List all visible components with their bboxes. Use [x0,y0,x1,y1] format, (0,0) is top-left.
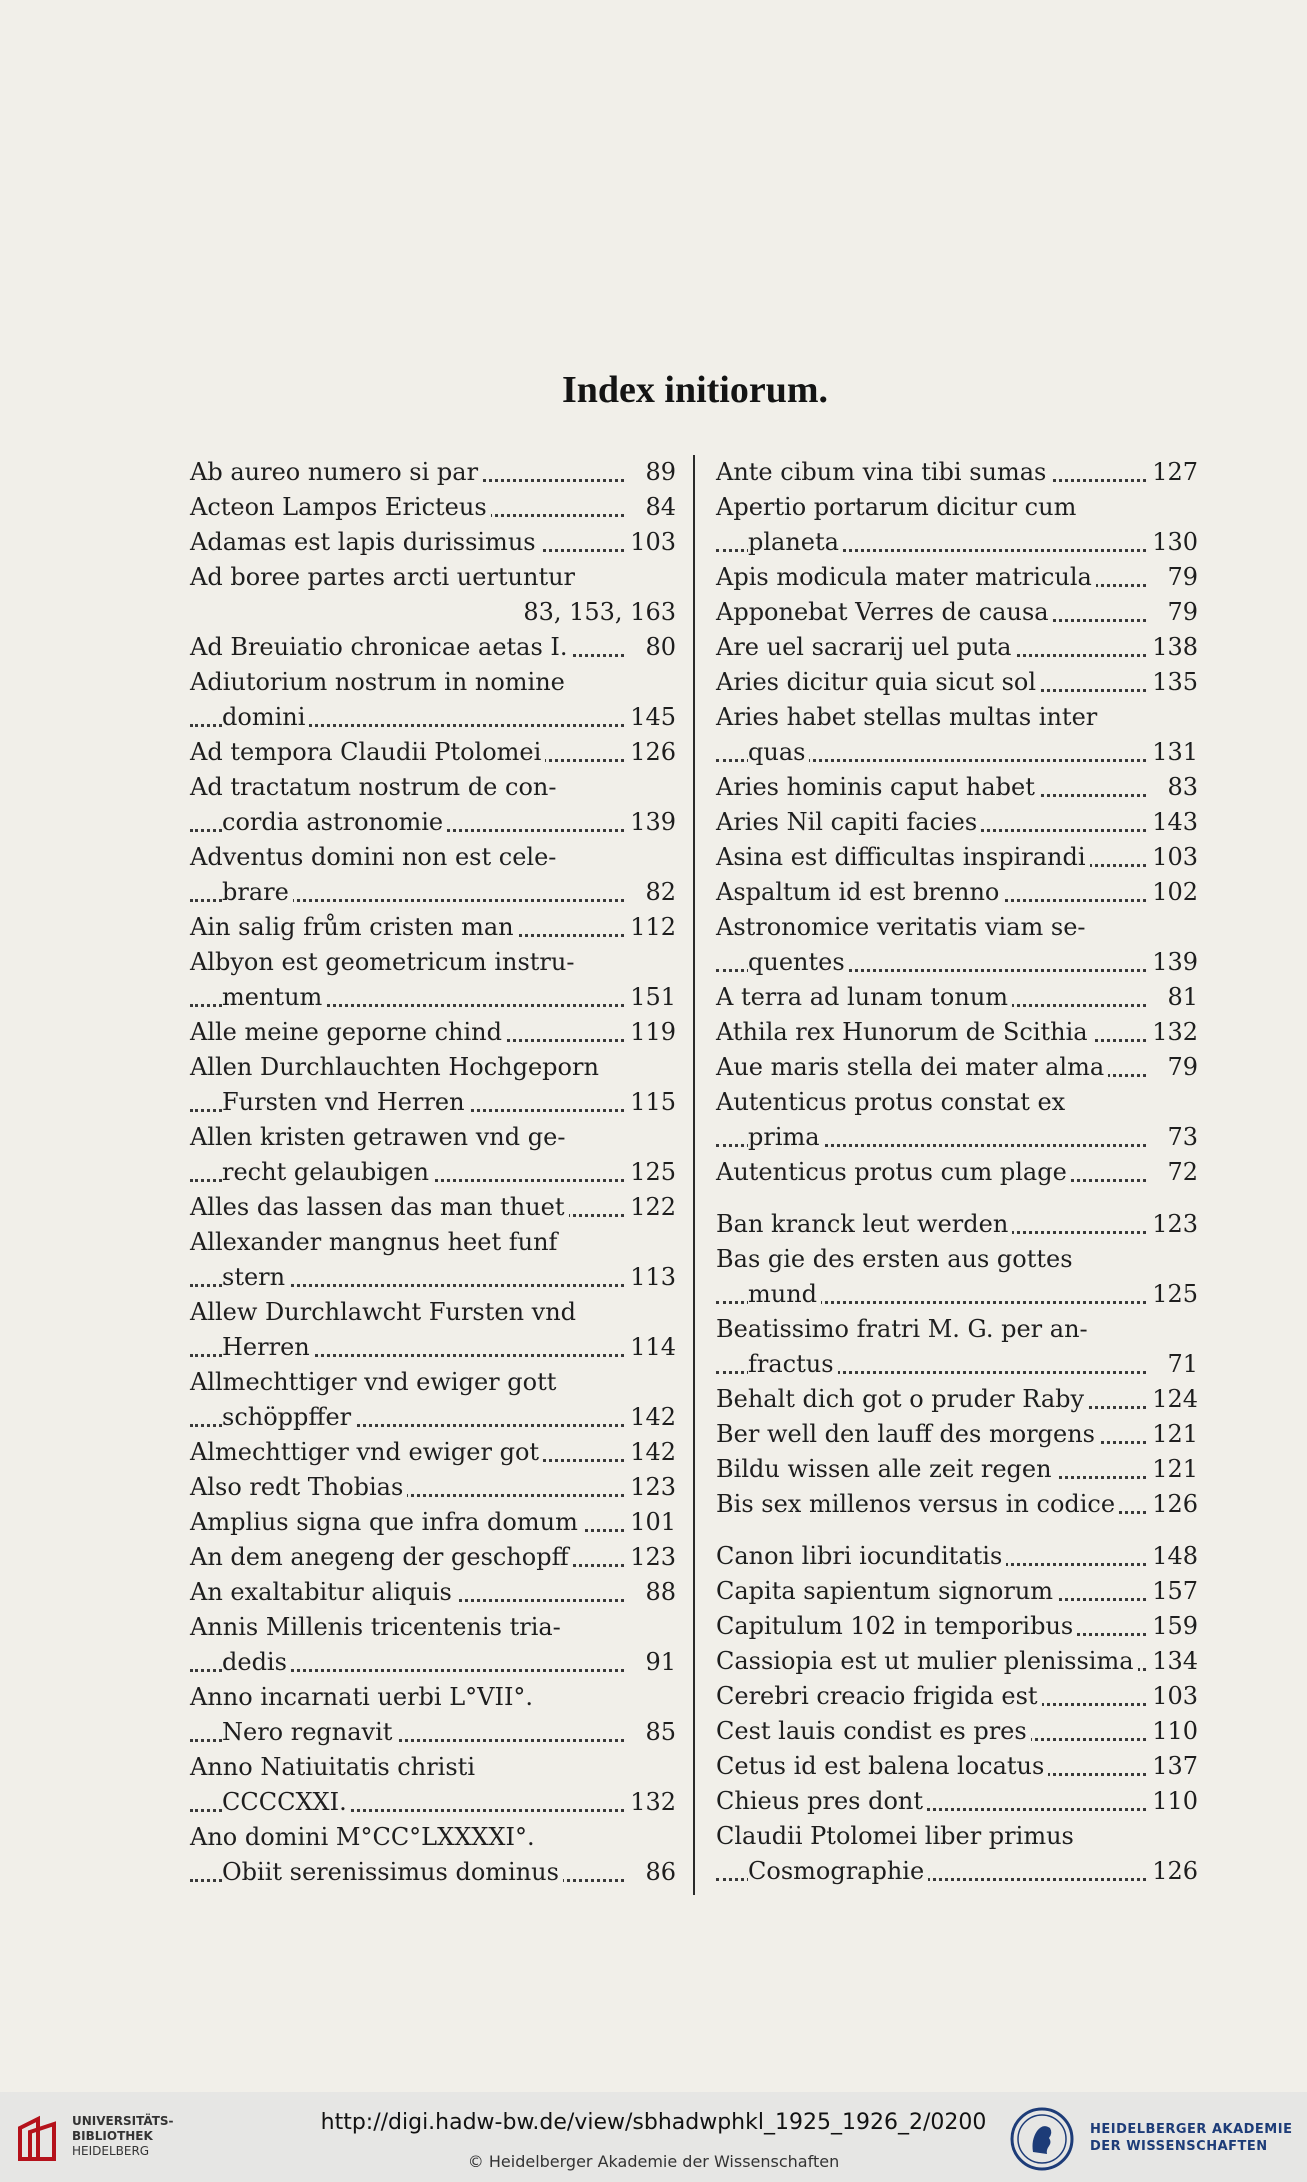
index-entry [716,1155,1198,1190]
entry-line [716,1749,1198,1784]
entry-page-number: 135 [1150,665,1198,700]
entry-page-number: 79 [1150,1050,1198,1085]
entry-text: mentum [222,983,326,1011]
index-entry [190,1190,676,1225]
entry-text: Adiutorium nostrum in nomine [190,668,569,696]
entry-page-number: 121 [1150,1417,1198,1452]
entry-line [190,1330,676,1365]
entry-line [190,910,676,945]
entry-text: Annis Millenis tricentenis tria- [190,1613,565,1641]
entry-text: Aspaltum id est brenno [716,878,1003,906]
entry-page-number: 125 [1150,1277,1198,1312]
entry-line [190,1190,676,1225]
index-entry [716,1242,1198,1312]
entry-line [190,560,676,595]
entry-text: Ad Breuiatio chronicae aetas I. [190,633,572,661]
entry-text: Bas gie des ersten aus gottes [716,1245,1077,1273]
entry-line [716,1085,1198,1120]
entry-text: Aries Nil capiti facies [716,808,981,836]
entry-line [716,1609,1198,1644]
entry-text: Alles das lassen das man thuet [190,1193,569,1221]
index-entry [190,1470,676,1505]
index-entry [190,1120,676,1190]
index-entry [716,1417,1198,1452]
entry-line [190,1540,676,1575]
entry-text: Ano domini M°CC°LXXXXI°. [190,1823,539,1851]
entry-text: cordia astronomie [222,808,447,836]
entry-text: An exaltabitur aliquis [190,1578,456,1606]
entry-text: Apis modicula mater matricula [716,563,1096,591]
entry-line [190,770,676,805]
entry-text: Astronomice veritatis viam se- [716,913,1090,941]
entry-line [190,665,676,700]
entry-text: Cest lauis condist es pres [716,1717,1031,1745]
index-entry [716,910,1198,980]
index-entry [716,560,1198,595]
entry-text: Almechttiger vnd ewiger got [190,1438,543,1466]
index-entry [716,1085,1198,1155]
entry-text: quentes [748,948,849,976]
entry-page-number: 110 [1150,1714,1198,1749]
index-entry [190,1575,676,1610]
entry-text: Fursten vnd Herren [222,1088,469,1116]
entry-page-number: 81 [1150,980,1198,1015]
entry-page-number: 142 [628,1435,676,1470]
entry-page-number: 145 [628,700,676,735]
entry-line [716,1120,1198,1155]
entry-page-number: 88 [628,1575,676,1610]
entry-text: recht gelaubigen [222,1158,433,1186]
entry-line [190,1365,676,1400]
entry-line [190,1155,676,1190]
entry-line [190,1785,676,1820]
entry-text: Allen Durchlauchten Hochgeporn [190,1053,603,1081]
entry-text: Claudii Ptolomei liber primus [716,1822,1078,1850]
index-entry [716,805,1198,840]
index-entry [190,560,676,630]
entry-text: Obiit serenissimus dominus [222,1858,563,1886]
entry-page-number: 131 [1150,735,1198,770]
entry-text: Athila rex Hunorum de Scithia [716,1018,1092,1046]
entry-text: Allew Durchlawcht Fursten vnd [190,1298,580,1326]
entry-page-number: 126 [628,735,676,770]
entry-text: Allen kristen getrawen vnd ge- [190,1123,569,1151]
entry-text: Ain salig frům cristen man [190,913,518,941]
entry-text: brare [222,878,293,906]
entry-page-number: 114 [628,1330,676,1365]
entry-line [716,525,1198,560]
entry-page-number: 157 [1150,1574,1198,1609]
index-entry [190,525,676,560]
entry-page-number: 113 [628,1260,676,1295]
index-entry [190,630,676,665]
entry-text: Autenticus protus constat ex [716,1088,1069,1116]
entry-line [190,490,676,525]
entry-text: Chieus pres dont [716,1787,927,1815]
entry-page-number: 123 [628,1540,676,1575]
index-entry [190,1295,676,1365]
entry-line [716,1854,1198,1889]
entry-page-number: 121 [1150,1452,1198,1487]
entry-line [716,805,1198,840]
entry-line [716,735,1198,770]
index-entry [190,770,676,840]
entry-text: Alle meine geporne chind [190,1018,506,1046]
entry-text: Also redt Thobias [190,1473,407,1501]
entry-text: Canon libri iocunditatis [716,1542,1006,1570]
entry-line [716,1539,1198,1574]
entry-line [716,945,1198,980]
index-entry [716,840,1198,875]
entry-line [190,1645,676,1680]
viewer-footer [0,2092,1307,2182]
entry-text: Ban kranck leut werden [716,1210,1012,1238]
entry-page-number: 84 [628,490,676,525]
entry-page-number: 91 [628,1645,676,1680]
entry-text: Acteon Lampos Ericteus [190,493,491,521]
entry-text: domini [222,703,309,731]
entry-text: Apponebat Verres de causa [716,598,1053,626]
entry-page-number: 148 [1150,1539,1198,1574]
index-entry [716,980,1198,1015]
entry-line [190,700,676,735]
entry-text: stern [222,1263,289,1291]
entry-line [716,1155,1198,1190]
entry-text: Herren [222,1333,314,1361]
entry-text: Capitulum 102 in temporibus [716,1612,1077,1640]
entry-text: Capita sapientum signorum [716,1577,1057,1605]
entry-text: Bildu wissen alle zeit regen [716,1455,1056,1483]
entry-text: A terra ad lunam tonum [716,983,1012,1011]
index-entry [190,735,676,770]
page-title: Index initiorum. [561,369,829,411]
index-entry [716,1609,1198,1644]
entry-line [716,1207,1198,1242]
index-entry [716,665,1198,700]
entry-page-number: 103 [628,525,676,560]
index-entry [190,1225,676,1295]
entry-line [190,805,676,840]
entry-line [716,1382,1198,1417]
entry-page-number: 103 [1150,840,1198,875]
entry-text: Asina est difficultas inspirandi [716,843,1090,871]
entry-text: Anno Natiuitatis christi [190,1753,479,1781]
index-entry [190,1505,676,1540]
index-entry [190,665,676,735]
index-entry [716,1452,1198,1487]
column-divider [693,455,695,1895]
entry-line [190,1715,676,1750]
section-gap [716,1190,1198,1207]
entry-page-number: 126 [1150,1487,1198,1522]
entry-line [190,1295,676,1330]
entry-page-number: 80 [628,630,676,665]
entry-page-number: 143 [1150,805,1198,840]
entry-text: Albyon est geometricum instru- [190,948,578,976]
entry-page-number: 127 [1150,455,1198,490]
entry-text: quas [748,738,809,766]
index-entry [716,630,1198,665]
index-entry [190,1820,676,1890]
entry-line [190,455,676,490]
entry-line [716,910,1198,945]
entry-line [190,735,676,770]
entry-line [716,875,1198,910]
entry-text: CCCCXXI. [222,1788,351,1816]
entry-page-number: 82 [628,875,676,910]
entry-page-number: 110 [1150,1784,1198,1819]
index-entry [190,1435,676,1470]
index-entry [716,1382,1198,1417]
index-entry [190,490,676,525]
index-entry [190,455,676,490]
entry-page-number: 73 [1150,1120,1198,1155]
entry-text: schöppffer [222,1403,355,1431]
index-entry [716,875,1198,910]
entry-text: Adamas est lapis durissimus [190,528,540,556]
index-column-left [190,455,676,1890]
entry-text: Apertio portarum dicitur cum [716,493,1080,521]
index-entry [716,1784,1198,1819]
index-entry [716,1819,1198,1889]
entry-line [716,490,1198,525]
entry-line [190,1225,676,1260]
entry-text: Ad boree partes arcti uertuntur [190,563,579,591]
index-entry [190,945,676,1015]
entry-page-number: 83 [1150,770,1198,805]
entry-page-number: 115 [628,1085,676,1120]
entry-line [190,1015,676,1050]
entry-line [716,1487,1198,1522]
entry-page-number: 159 [1150,1609,1198,1644]
entry-text: Anno incarnati uerbi L°VII°. [190,1683,537,1711]
entry-text: Ber well den lauff des morgens [716,1420,1099,1448]
entry-text: Ante cibum vina tibi sumas [716,458,1050,486]
entry-page-number: 123 [628,1470,676,1505]
entry-line [716,560,1198,595]
entry-line [190,1470,676,1505]
index-entry [190,840,676,910]
entry-line [716,840,1198,875]
entry-page-number: 83, 153, 163 [523,595,676,630]
entry-text: An dem anegeng der geschopff [190,1543,573,1571]
entry-line [716,1714,1198,1749]
entry-page-number: 126 [1150,1854,1198,1889]
index-entry [716,1487,1198,1522]
index-entry [190,1540,676,1575]
entry-text: dedis [222,1648,291,1676]
index-entry [716,595,1198,630]
entry-line [190,525,676,560]
entry-text: prima [748,1123,824,1151]
entry-text: Amplius signa que infra domum [190,1508,582,1536]
index-entry [190,1750,676,1820]
entry-line [190,875,676,910]
entry-page-number: 132 [1150,1015,1198,1050]
entry-text: Allexander mangnus heet funf [190,1228,561,1256]
index-entry [716,1714,1198,1749]
entry-page-number: 132 [628,1785,676,1820]
entry-text: Behalt dich got o pruder Raby [716,1385,1088,1413]
entry-line [190,1050,676,1085]
entry-line [716,1050,1198,1085]
index-entry [716,1207,1198,1242]
index-entry [716,1050,1198,1085]
entry-line [190,980,676,1015]
entry-text: Aries hominis caput habet [716,773,1039,801]
entry-page-number: 151 [628,980,676,1015]
entry-page-number: 86 [628,1855,676,1890]
entry-page-number: 134 [1150,1644,1198,1679]
index-column-right [716,455,1198,1889]
permalink-url[interactable]: http://digi.hadw-bw.de/view/sbhadwphkl_1925_1926_2/0200 [320,2110,987,2135]
entry-text: Ad tempora Claudii Ptolomei [190,738,545,766]
entry-line [716,700,1198,735]
index-entry [716,455,1198,490]
entry-line [190,1085,676,1120]
entry-line [190,1575,676,1610]
entry-text: fractus [748,1350,838,1378]
index-entry [716,770,1198,805]
entry-page-number: 85 [628,1715,676,1750]
entry-text: Beatissimo fratri M. G. per an- [716,1315,1092,1343]
academy-seal-icon[interactable] [1009,2106,1075,2176]
entry-line [716,630,1198,665]
index-entry [716,1574,1198,1609]
library-name: UNIVERSITÄTS- BIBLIOTHEK HEIDELBERG [72,2114,174,2158]
index-entry [716,1749,1198,1784]
entry-page-number: 119 [628,1015,676,1050]
entry-page-number: 138 [1150,630,1198,665]
entry-text: Cassiopia est ut mulier plenissima [716,1647,1138,1675]
entry-text: Aries habet stellas multas inter [716,703,1101,731]
entry-line [190,1820,676,1855]
entry-line [716,770,1198,805]
entry-line [190,1435,676,1470]
entry-text: Bis sex millenos versus in codice [716,1490,1119,1518]
entry-line [190,840,676,875]
entry-line [716,455,1198,490]
entry-text: Are uel sacrarij uel puta [716,633,1015,661]
entry-page-number: 124 [1150,1382,1198,1417]
entry-line [190,1505,676,1540]
section-gap [716,1522,1198,1539]
index-entry [716,1679,1198,1714]
entry-page-number: 139 [628,805,676,840]
entry-text: Aue maris stella dei mater alma [716,1053,1108,1081]
entry-line [190,945,676,980]
entry-line [190,1750,676,1785]
entry-line [716,1312,1198,1347]
index-entry [190,1680,676,1750]
entry-page-number: 79 [1150,560,1198,595]
entry-text: Cosmographie [748,1857,928,1885]
entry-line [190,595,676,630]
index-entry [716,1015,1198,1050]
entry-page-number: 122 [628,1190,676,1225]
entry-line [190,1400,676,1435]
entry-text: planeta [748,528,843,556]
entry-page-number: 79 [1150,595,1198,630]
entry-line [716,665,1198,700]
index-entry [716,490,1198,560]
entry-page-number: 103 [1150,1679,1198,1714]
entry-line [716,1347,1198,1382]
entry-page-number: 72 [1150,1155,1198,1190]
entry-text: Nero regnavit [222,1718,396,1746]
entry-line [716,1574,1198,1609]
entry-page-number: 102 [1150,875,1198,910]
entry-line [190,1610,676,1645]
index-entry [716,1539,1198,1574]
entry-text: Autenticus protus cum plage [716,1158,1071,1186]
entry-line [190,1680,676,1715]
entry-line [716,1819,1198,1854]
index-entry [190,1015,676,1050]
entry-line [716,595,1198,630]
index-entry [190,1365,676,1435]
entry-text: Adventus domini non est cele- [190,843,560,871]
entry-line [716,1242,1198,1277]
entry-page-number: 125 [628,1155,676,1190]
index-entry [190,1050,676,1120]
entry-page-number: 137 [1150,1749,1198,1784]
entry-line [716,1644,1198,1679]
entry-text: Cetus id est balena locatus [716,1752,1048,1780]
entry-text: Cerebri creacio frigida est [716,1682,1042,1710]
index-entry [716,1644,1198,1679]
entry-line [716,1452,1198,1487]
entry-line [190,630,676,665]
entry-line [190,1260,676,1295]
entry-line [716,1417,1198,1452]
entry-line [190,1120,676,1155]
entry-page-number: 130 [1150,525,1198,560]
entry-line [716,1015,1198,1050]
entry-text: mund [748,1280,821,1308]
entry-page-number: 101 [628,1505,676,1540]
entry-page-number: 112 [628,910,676,945]
academy-name: HEIDELBERGER AKADEMIE DER WISSENSCHAFTEN [1090,2122,1293,2154]
entry-page-number: 139 [1150,945,1198,980]
entry-line [716,1277,1198,1312]
entry-text: Aries dicitur quia sicut sol [716,668,1040,696]
index-entry [716,700,1198,770]
entry-text: Ab aureo numero si par [190,458,482,486]
entry-page-number: 89 [628,455,676,490]
entry-page-number: 71 [1150,1347,1198,1382]
entry-line [716,1679,1198,1714]
entry-page-number: 142 [628,1400,676,1435]
entry-line [190,1855,676,1890]
copyright-notice: © Heidelberger Akademie der Wissenschaften [467,2152,840,2171]
index-entry [716,1312,1198,1382]
entry-line [716,980,1198,1015]
entry-page-number: 123 [1150,1207,1198,1242]
entry-text: Allmechttiger vnd ewiger gott [190,1368,560,1396]
index-entry [190,910,676,945]
index-entry [190,1610,676,1680]
entry-line [716,1784,1198,1819]
entry-text: Ad tractatum nostrum de con- [190,773,560,801]
